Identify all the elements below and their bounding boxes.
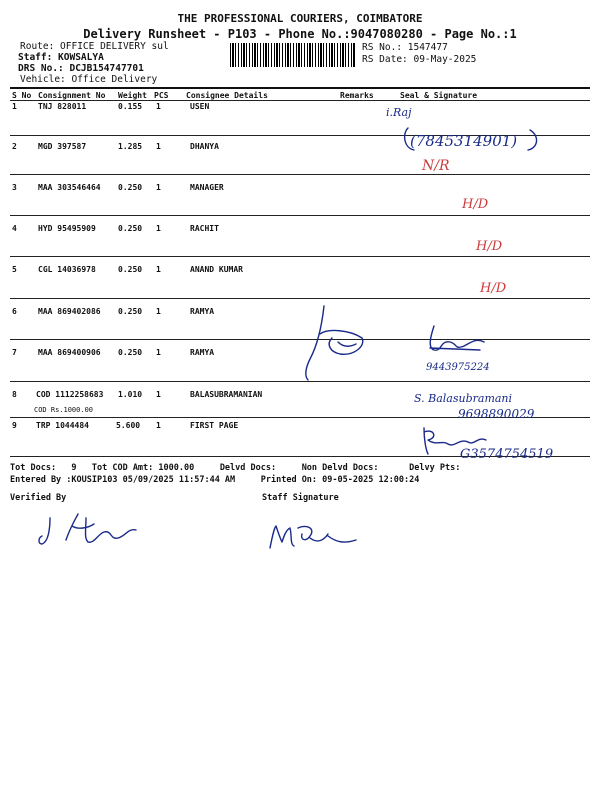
row-1-consignment: TNJ 828011 xyxy=(38,102,87,111)
vehicle-label: Vehicle: Office Delivery xyxy=(20,74,158,85)
loop-signature-strokes xyxy=(306,306,363,380)
row-7-signature-strokes xyxy=(430,326,484,350)
row-4-consignee: RACHIT xyxy=(190,224,219,233)
row-6-sno: 6 xyxy=(12,307,17,316)
row-3-sno: 3 xyxy=(12,183,17,192)
col-pcs: PCS xyxy=(154,91,169,100)
col-remarks: Remarks xyxy=(340,91,374,100)
row-8-consignment: COD 1112258683 xyxy=(36,390,104,399)
row-7-sno: 7 xyxy=(12,348,17,357)
header-rule xyxy=(10,100,590,101)
row-2-weight: 1.285 xyxy=(118,142,143,151)
row-3-pcs: 1 xyxy=(156,183,161,192)
row-3-weight: 0.250 xyxy=(118,183,143,192)
staff-label: Staff: KOWSALYA xyxy=(18,52,104,63)
row-6-7-signature xyxy=(300,304,380,384)
verified-signature-strokes xyxy=(39,514,136,544)
row-9-signature xyxy=(420,424,600,464)
rs-date: RS Date: 09-May-2025 xyxy=(362,54,477,65)
row-3-consignment: MAA 303546464 xyxy=(38,183,101,192)
row-9-pcs: 1 xyxy=(156,421,161,430)
verified-by-label: Verified By xyxy=(10,493,67,503)
row-7-pcs: 1 xyxy=(156,348,161,357)
company-title: THE PROFESSIONAL COURIERS, COIMBATORE xyxy=(177,12,423,25)
row-1-name-handwriting: i.Raj xyxy=(386,106,412,119)
staff-signature-strokes xyxy=(270,526,356,548)
row-1-weight: 0.155 xyxy=(118,102,143,111)
col-consignee: Consignee Details xyxy=(186,91,268,100)
barcode-image xyxy=(230,43,356,67)
col-sno: S No xyxy=(12,91,32,100)
staff-signature-mark xyxy=(266,520,376,560)
row-5-weight: 0.250 xyxy=(118,265,143,274)
row-8-consignee: BALASUBRAMANIAN xyxy=(190,390,263,399)
totals-line: Tot Docs: 9 Tot COD Amt: 1000.00 Delvd Docs: Non Delvd Docs: Delvy Pts: xyxy=(10,463,461,473)
row-9-weight: 5.600 xyxy=(116,421,141,430)
row-7-consignee: RAMYA xyxy=(190,348,215,357)
row-8-weight: 1.010 xyxy=(118,390,143,399)
row-1-phone-handwriting: (7845314901) xyxy=(410,132,518,150)
row-2-consignment: MGD 397587 xyxy=(38,142,87,151)
row-4-mark xyxy=(474,232,524,260)
col-seal-signature: Seal & Signature xyxy=(400,91,478,100)
route-label: Route: OFFICE DELIVERY sul xyxy=(20,41,169,52)
row-9-phone-handwriting: G3574754519 xyxy=(460,447,554,462)
row-2-consignee: DHANYA xyxy=(190,142,219,151)
row-6-weight: 0.250 xyxy=(118,307,143,316)
row-1-signature xyxy=(380,104,560,154)
row-4-weight: 0.250 xyxy=(118,224,143,233)
row-8-name-handwriting: S. Balasubramani xyxy=(414,392,513,405)
row-5-consignee: ANAND KUMAR xyxy=(190,265,243,274)
row-6-pcs: 1 xyxy=(156,307,161,316)
row-6-consignment: MAA 869402086 xyxy=(38,307,101,316)
row-4-consignment: HYD 95495909 xyxy=(38,224,96,233)
row-7-scribble xyxy=(420,320,500,360)
row-8-phone-handwriting: 9698890029 xyxy=(458,407,535,421)
row-3-mark xyxy=(460,190,510,218)
table-top-rule xyxy=(10,87,590,89)
row-2-mark xyxy=(420,150,480,180)
row-5-hd-mark: H/D xyxy=(480,281,507,296)
row-2-sno: 2 xyxy=(12,142,17,151)
row-8-pcs: 1 xyxy=(156,390,161,399)
row-rule xyxy=(10,174,590,175)
row-5-sno: 5 xyxy=(12,265,17,274)
row-7-weight: 0.250 xyxy=(118,348,143,357)
row-6-consignee: RAMYA xyxy=(190,307,215,316)
row-2-nr-mark: N/R xyxy=(422,158,450,174)
verified-by-signature xyxy=(36,510,156,560)
row-5-pcs: 1 xyxy=(156,265,161,274)
col-weight: Weight xyxy=(118,91,147,100)
row-4-pcs: 1 xyxy=(156,224,161,233)
row-7-phone xyxy=(424,356,584,376)
col-consignment: Consignment No xyxy=(38,91,106,100)
row-1-consignee: USEN xyxy=(190,102,210,111)
entered-printed-line: Entered By :KOUSIP103 05/09/2025 11:57:44 AM Printed On: 09-05-2025 12:00:24 xyxy=(10,475,420,485)
row-3-hd-mark: H/D xyxy=(462,197,489,212)
row-3-consignee: MANAGER xyxy=(190,183,224,192)
row-1-sno: 1 xyxy=(12,102,17,111)
row-8-signature xyxy=(412,388,592,424)
row-4-sno: 4 xyxy=(12,224,17,233)
row-4-hd-mark: H/D xyxy=(476,239,503,254)
row-9-consignee: FIRST PAGE xyxy=(190,421,239,430)
drs-number: DRS No.: DCJB154747701 xyxy=(18,63,144,74)
row-7-consignment: MAA 869400906 xyxy=(38,348,101,357)
row-8-sno: 8 xyxy=(12,390,17,399)
row-5-consignment: CGL 14036978 xyxy=(38,265,96,274)
runsheet-subtitle: Delivery Runsheet - P103 - Phone No.:9047080280 - Page No.:1 xyxy=(83,27,517,41)
rs-number: RS No.: 1547477 xyxy=(362,42,448,53)
row-2-pcs: 1 xyxy=(156,142,161,151)
row-7-phone-handwriting: 9443975224 xyxy=(426,362,490,373)
row-9-sno: 9 xyxy=(12,421,17,430)
row-8-cod-note: COD Rs.1000.00 xyxy=(34,406,94,414)
row-5-mark xyxy=(478,274,528,302)
row-1-pcs: 1 xyxy=(156,102,161,111)
row-9-consignment: TRP 1044484 xyxy=(36,421,89,430)
staff-signature-label: Staff Signature xyxy=(262,493,339,503)
